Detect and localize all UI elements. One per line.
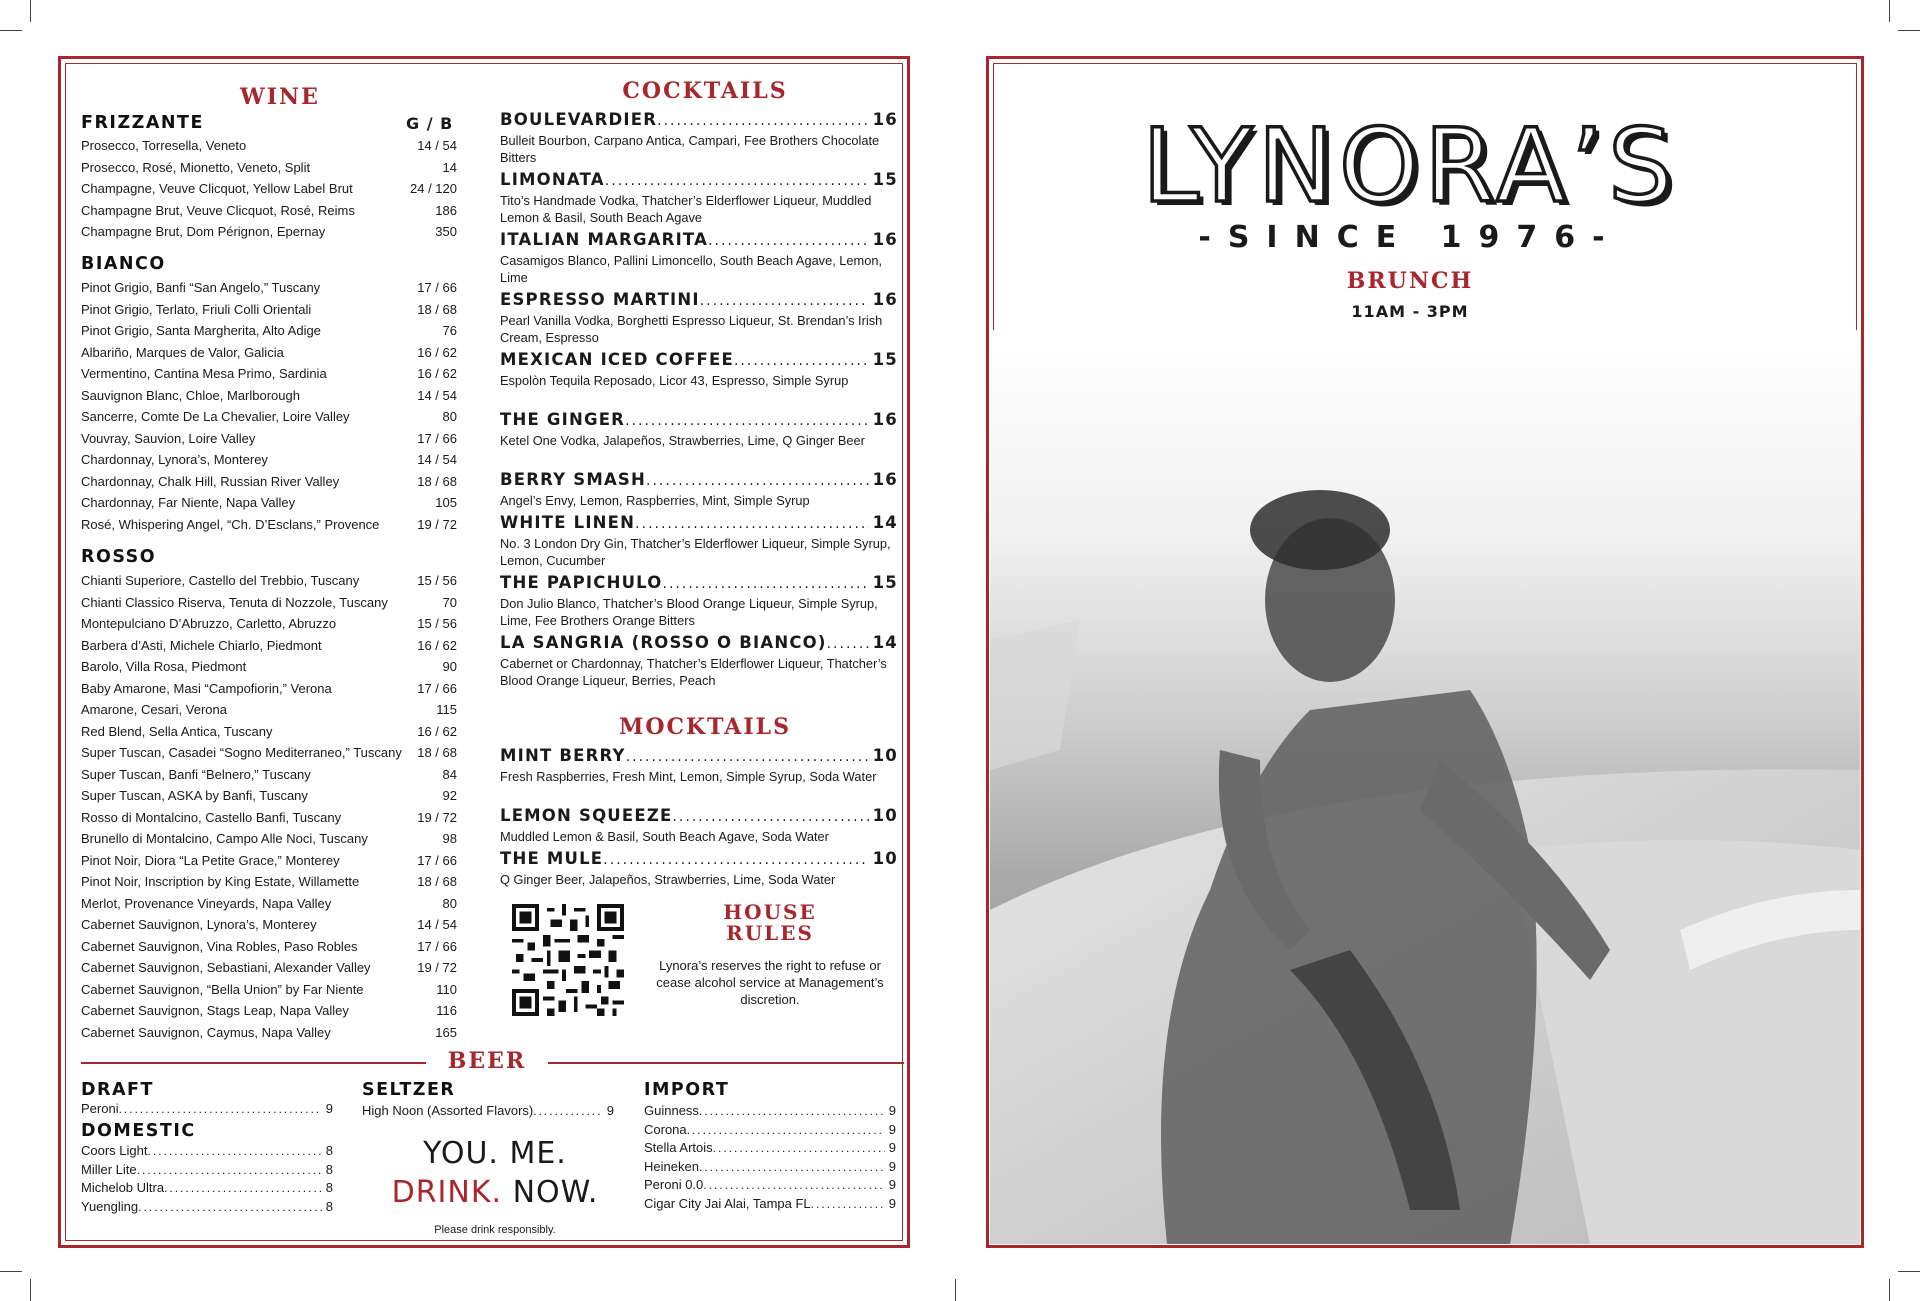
list-item: MINT BERRY ..... 10 Fresh Raspberries, Fresh Mint, Lemon, Simple Syrup, Soda Water xyxy=(500,746,898,806)
list-item: Chianti Superiore, Castello del Trebbio, Tuscany 15 / 56 xyxy=(81,573,457,588)
list-item: Chardonnay, Chalk Hill, Russian River Valley 18 / 68 xyxy=(81,473,457,489)
house-rules-text: Lynora’s reserves the right to refuse or cease alcohol service at Management’s discretion. xyxy=(656,958,884,1007)
divider xyxy=(81,1062,426,1064)
list-item: Pinot Noir, Diora “La Petite Grace,” Monterey 17 / 66 xyxy=(81,852,457,868)
list-item: Cabernet Sauvignon, Caymus, Napa Valley 165 xyxy=(81,1024,457,1040)
list-item: Coors Light ..... 8 xyxy=(81,1142,333,1161)
bianco-heading: BIANCO xyxy=(81,254,166,274)
domestic-heading: DOMESTIC xyxy=(81,1121,196,1141)
crop-mark xyxy=(0,1271,22,1272)
list-item: Pinot Grigio, Banfi “San Angelo,” Tuscany 17 / 66 xyxy=(81,280,457,295)
meal-title: BRUNCH xyxy=(1346,268,1474,294)
list-item: THE MULE ..... 10 Q Ginger Beer, Jalapeños, Strawberries, Lime, Soda Water xyxy=(500,849,898,892)
hours-text: 11AM - 3PM xyxy=(1351,302,1469,321)
import-heading: IMPORT xyxy=(644,1080,730,1100)
list-item: Peroni ..... 9 xyxy=(81,1100,333,1119)
list-item: Super Tuscan, ASKA by Banfi, Tuscany 92 xyxy=(81,788,457,803)
list-item: Cigar City Jai Alai, Tampa FL ..... 9 xyxy=(644,1195,896,1214)
list-item: Cabernet Sauvignon, Vina Robles, Paso Robles 17 / 66 xyxy=(81,938,457,954)
list-item: Super Tuscan, Casadei “Sogno Mediterraneo,” Tuscany 18 / 68 xyxy=(81,745,457,760)
restaurant-logo: LYNORA’S xyxy=(1142,107,1678,226)
list-item: Heineken ..... 9 xyxy=(644,1158,896,1177)
mocktails-list xyxy=(500,746,898,892)
crop-mark xyxy=(1889,0,1890,22)
draft-heading: DRAFT xyxy=(81,1080,154,1100)
list-item: Vermentino, Cantina Mesa Primo, Sardinia 16 / 62 xyxy=(81,366,457,381)
crop-mark xyxy=(30,1279,31,1301)
list-item: Montepulciano D’Abruzzo, Carletto, Abruzzo 15 / 56 xyxy=(81,616,457,631)
list-item: BERRY SMASH ..... 16 Angel’s Envy, Lemon, Raspberries, Mint, Simple Syrup xyxy=(500,470,898,513)
list-item: BOULEVARDIER ..... 16 Bulleit Bourbon, Carpano Antica, Campari, Fee Brothers Chocolate Bitters xyxy=(500,110,898,170)
list-item: Corona ..... 9 xyxy=(644,1121,896,1140)
list-item: Rosé, Whispering Angel, “Ch. D’Esclans,” Provence 19 / 72 xyxy=(81,516,457,532)
list-item: ITALIAN MARGARITA ..... 16 Casamigos Blanco, Pallini Limoncello, South Beach Agave, Lemon, Lime xyxy=(500,230,898,290)
list-item: Peroni 0.0 ..... 9 xyxy=(644,1176,896,1195)
list-item: Barolo, Villa Rosa, Piedmont 90 xyxy=(81,659,457,674)
list-item: LIMONATA ..... 15 Tito’s Handmade Vodka, Thatcher’s Elderflower Liqueur, Muddled Lemon & Basil, South Beach Agave xyxy=(500,170,898,230)
list-item: Champagne, Veuve Clicquot, Yellow Label Brut 24 / 120 xyxy=(81,181,457,196)
list-item: LEMON SQUEEZE ..... 10 Muddled Lemon & Basil, South Beach Agave, Soda Water xyxy=(500,806,898,849)
list-item: THE GINGER ..... 16 Ketel One Vodka, Jalapeños, Strawberries, Lime, Q Ginger Beer xyxy=(500,410,898,470)
crop-mark xyxy=(0,30,22,31)
crop-mark xyxy=(955,1279,956,1301)
frizzante-heading: FRIZZANTE xyxy=(81,113,204,133)
rosso-list xyxy=(81,570,457,1043)
seltzer-list xyxy=(362,1102,614,1121)
list-item: Prosecco, Torresella, Veneto 14 / 54 xyxy=(81,138,457,153)
list-item: Sauvignon Blanc, Chloe, Marlborough 14 / 54 xyxy=(81,387,457,403)
list-item: Cabernet Sauvignon, Lynora’s, Monterey 14 / 54 xyxy=(81,917,457,932)
list-item: WHITE LINEN ..... 14 No. 3 London Dry Gin, Thatcher’s Elderflower Liqueur, Simple Syrup, Lemon, Cucumber xyxy=(500,513,898,573)
list-item: Merlot, Provenance Vineyards, Napa Valley 80 xyxy=(81,895,457,911)
glass-bottle-label: G / B xyxy=(406,114,454,133)
wine-title: WINE xyxy=(240,84,320,110)
list-item: Albariño, Marques de Valor, Galicia 16 / 62 xyxy=(81,344,457,360)
cocktails-list xyxy=(500,110,898,693)
list-item: Red Blend, Sella Antica, Tuscany 16 / 62 xyxy=(81,723,457,739)
crop-mark xyxy=(1889,1279,1890,1301)
list-item: Barbera d’Asti, Michele Chiarlo, Piedmont 16 / 62 xyxy=(81,637,457,653)
house-rules-title: HOUSE RULES xyxy=(723,900,817,945)
list-item: Pinot Noir, Inscription by King Estate, Willamette 18 / 68 xyxy=(81,874,457,889)
list-item: Chianti Classico Riserva, Tenuta di Nozzole, Tuscany 70 xyxy=(81,594,457,610)
mocktails-title: MOCKTAILS xyxy=(618,714,792,740)
vintage-photo xyxy=(990,330,1860,1244)
list-item: Amarone, Cesari, Verona 115 xyxy=(81,702,457,717)
bianco-list xyxy=(81,277,457,535)
list-item: Stella Artois ..... 9 xyxy=(644,1139,896,1158)
list-item: Cabernet Sauvignon, Sebastiani, Alexander Valley 19 / 72 xyxy=(81,960,457,975)
list-item: Champagne Brut, Dom Pérignon, Epernay 350 xyxy=(81,224,457,239)
responsibility-note: Please drink responsibly. xyxy=(434,1224,556,1236)
divider xyxy=(548,1062,904,1064)
domestic-list xyxy=(81,1142,333,1216)
list-item: Pinot Grigio, Terlato, Friuli Colli Orientali 18 / 68 xyxy=(81,301,457,317)
cocktails-title: COCKTAILS xyxy=(622,78,788,104)
qr-code-icon xyxy=(512,904,624,1016)
list-item: Super Tuscan, Banfi “Belnero,” Tuscany 84 xyxy=(81,766,457,782)
list-item: Chardonnay, Far Niente, Napa Valley 105 xyxy=(81,495,457,510)
list-item: Cabernet Sauvignon, Stags Leap, Napa Valley 116 xyxy=(81,1003,457,1018)
list-item: MEXICAN ICED COFFEE ..... 15 Espolòn Tequila Reposado, Licor 43, Espresso, Simple Syrup xyxy=(500,350,898,410)
slogan: YOU. ME. DRINK. NOW. xyxy=(391,1136,599,1210)
import-list xyxy=(644,1102,896,1213)
list-item: Sancerre, Comte De La Chevalier, Loire Valley 80 xyxy=(81,409,457,424)
list-item: Michelob Ultra ..... 8 xyxy=(81,1179,333,1198)
beer-title: BEER xyxy=(447,1048,527,1074)
list-item: Rosso di Montalcino, Castello Banfi, Tuscany 19 / 72 xyxy=(81,809,457,825)
list-item: Guinness ..... 9 xyxy=(644,1102,896,1121)
list-item: High Noon (Assorted Flavors) ..... 9 xyxy=(362,1102,614,1121)
list-item: Chardonnay, Lynora’s, Monterey 14 / 54 xyxy=(81,452,457,467)
list-item: Brunello di Montalcino, Campo Alle Noci, Tuscany 98 xyxy=(81,831,457,846)
list-item: ESPRESSO MARTINI ..... 16 Pearl Vanilla Vodka, Borghetti Espresso Liqueur, St. Brendan’s Irish Cream, Espresso xyxy=(500,290,898,350)
list-item: Prosecco, Rosé, Mionetto, Veneto, Split 14 xyxy=(81,159,457,175)
list-item: Vouvray, Sauvion, Loire Valley 17 / 66 xyxy=(81,430,457,446)
list-item: Cabernet Sauvignon, “Bella Union” by Far Niente 110 xyxy=(81,981,457,997)
list-item: Champagne Brut, Veuve Clicquot, Rosé, Reims 186 xyxy=(81,202,457,218)
crop-mark xyxy=(1898,1271,1920,1272)
frizzante-list xyxy=(81,135,457,243)
crop-mark xyxy=(30,0,31,22)
draft-list xyxy=(81,1100,333,1119)
list-item: Baby Amarone, Masi “Campofiorin,” Verona 17 / 66 xyxy=(81,680,457,696)
list-item: LA SANGRIA (ROSSO O BIANCO) ..... 14 Cabernet or Chardonnay, Thatcher’s Elderflower Liqueur, Thatcher’s Blood Orange Liqueur, Berries, Peach xyxy=(500,633,898,693)
list-item: Pinot Grigio, Santa Margherita, Alto Adige 76 xyxy=(81,323,457,338)
since-tagline: -SINCE 1976- xyxy=(1198,220,1622,255)
list-item: Yuengling ..... 8 xyxy=(81,1198,333,1217)
crop-mark xyxy=(1898,30,1920,31)
list-item: Miller Lite ..... 8 xyxy=(81,1161,333,1180)
list-item: THE PAPICHULO ..... 15 Don Julio Blanco, Thatcher’s Blood Orange Liqueur, Simple Syrup, Lime, Fee Brothers Orange Bitters xyxy=(500,573,898,633)
rosso-heading: ROSSO xyxy=(81,547,157,567)
seltzer-heading: SELTZER xyxy=(362,1080,456,1100)
